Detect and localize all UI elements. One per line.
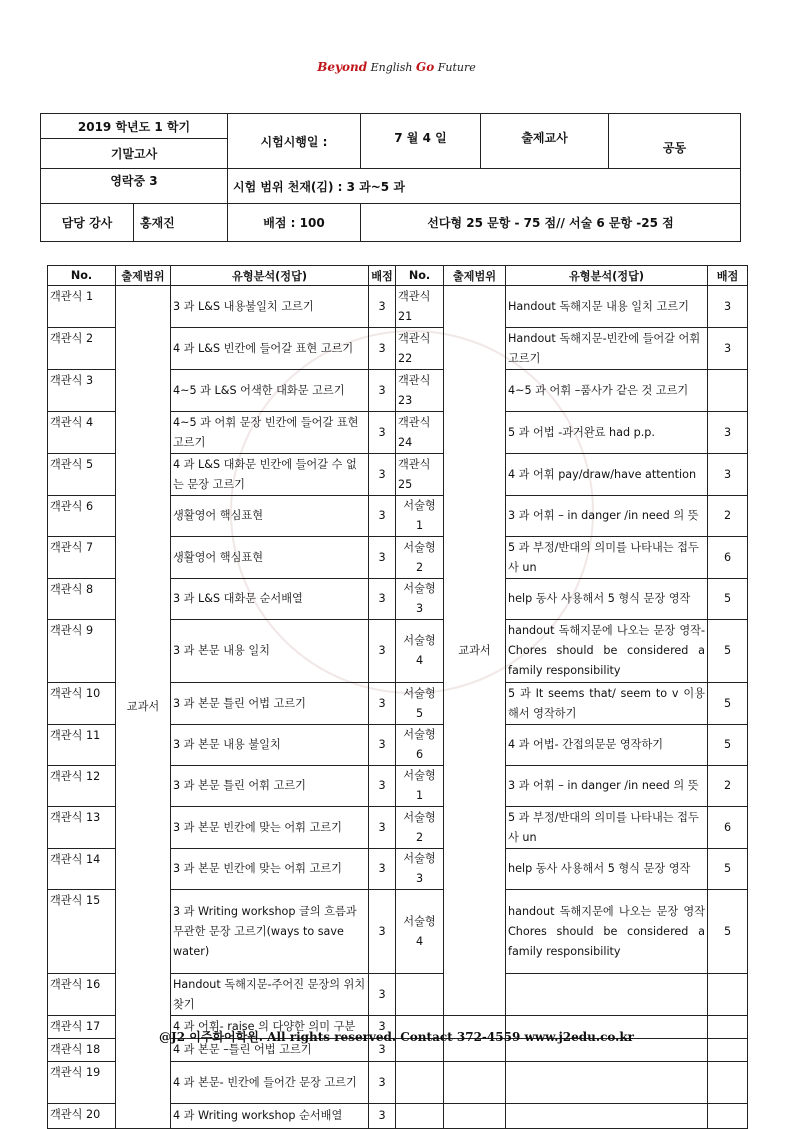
- brand-go: Go: [416, 60, 435, 74]
- school: 영락중 3: [41, 169, 228, 204]
- teacher: 홍재진: [140, 216, 175, 230]
- exam-type: 기말고사: [41, 139, 228, 169]
- table-row: 객관식 11 3 과 본문 내용 불일치 3 서술형 6 4 과 어법- 간접의문문 영작하기 5: [48, 725, 748, 766]
- composition: 선다형 25 문항 - 75 점// 서술 6 문항 -25 점: [361, 204, 741, 242]
- brand-english: English: [370, 61, 413, 74]
- table-row: 객관식 1 교과서 3 과 L&S 내용불일치 고르기 3 객관식 21 교과서 Handout 독해지문 내용 일치 고르기 3: [48, 286, 748, 328]
- exam-info-table: [40, 113, 741, 242]
- col-points-2: 배점: [708, 266, 748, 286]
- brand-beyond: Beyond: [317, 60, 368, 74]
- col-no: No.: [48, 266, 116, 286]
- table-row: 객관식 3 4~5 과 L&S 어색한 대화문 고르기 3 객관식 23 4~5 과 어휘 –품사가 같은 것 고르기: [48, 370, 748, 412]
- brand-future: Future: [437, 61, 476, 74]
- teacher-label: 담당 강사: [41, 204, 134, 241]
- author: 공동: [609, 114, 741, 169]
- brand-tagline: [0, 60, 793, 74]
- year-term: 2019 학년도 1 학기: [41, 114, 228, 139]
- col-type-2: 유형분석(정답): [506, 266, 708, 286]
- table-row: 객관식 6 생활영어 핵심표현 3 서술형 1 3 과 어휘 – in danger /in need 의 뜻 2: [48, 496, 748, 537]
- exam-date: 7 월 4 일: [361, 114, 481, 169]
- col-scope: 출제범위: [116, 266, 171, 286]
- scope-left: 교과서: [116, 286, 171, 1129]
- table-row: 객관식 12 3 과 본문 틀린 어휘 고르기 3 서술형 1 3 과 어휘 – in danger /in need 의 뜻 2: [48, 766, 748, 807]
- table-row: 객관식 19 4 과 본문- 빈칸에 들어간 문장 고르기 3: [48, 1062, 748, 1104]
- table-row: 객관식 2 4 과 L&S 빈칸에 들어갈 표현 고르기 3 객관식 22 Handout 독해지문-빈칸에 들어갈 어휘 고르기 3: [48, 328, 748, 370]
- col-points: 배점: [369, 266, 396, 286]
- exam-date-label: 시험시행일 :: [228, 114, 361, 169]
- table-row: 객관식 18 4 과 본문 –틀린 어법 고르기 3: [48, 1039, 748, 1062]
- footer-copyright: [0, 1028, 793, 1045]
- table-row: 객관식 16 Handout 독해지문-주어진 문장의 위치 찾기 3: [48, 974, 748, 1016]
- table-row: 객관식 14 3 과 본문 빈칸에 맞는 어휘 고르기 3 서술형 3 help 동사 사용해서 5 형식 문장 영작 5: [48, 849, 748, 890]
- footer-academy: 이주화어학원: [189, 1030, 259, 1044]
- table-row: 객관식 15 3 과 Writing workshop 글의 흐름과 무관한 문장 고르기(ways to save water) 3 서술형 4 handout 독해지문에 나오는 문장 영작 Chores should be considered a family responsibility 5: [48, 890, 748, 974]
- table-row: 객관식 10 3 과 본문 틀린 어법 고르기 3 서술형 5 5 과 It seems that/ seem to v 이용해서 영작하기 5: [48, 683, 748, 725]
- footer-prefix: @J2: [159, 1030, 190, 1044]
- exam-range: 시험 범위 천재(김) : 3 과~5 과: [228, 169, 741, 204]
- table-row: 객관식 9 3 과 본문 내용 일치 3 서술형 4 handout 독해지문에 나오는 문장 영작-Chores should be considered a family responsibility 5: [48, 620, 748, 683]
- table-row: 객관식 8 3 과 L&S 대화문 순서배열 3 서술형 3 help 동사 사용해서 5 형식 문장 영작 5: [48, 579, 748, 620]
- table-row: 객관식 5 4 과 L&S 대화문 빈칸에 들어갈 수 없는 문장 고르기 3 객관식 25 4 과 어휘 pay/draw/have attention 3: [48, 454, 748, 496]
- table-row: 객관식 7 생활영어 핵심표현 3 서술형 2 5 과 부정/반대의 의미를 나타내는 접두사 un 6: [48, 537, 748, 579]
- col-scope-2: 출제범위: [444, 266, 506, 286]
- table-row: 객관식 4 4~5 과 어휘 문장 빈칸에 들어갈 표현 고르기 3 객관식 24 5 과 어법 -과거완료 had p.p. 3: [48, 412, 748, 454]
- table-header-row: [48, 266, 748, 286]
- table-row: 객관식 17 4 과 어휘- raise 의 다양한 의미 구분 3: [48, 1016, 748, 1039]
- col-no-2: No.: [396, 266, 444, 286]
- table-row: 객관식 13 3 과 본문 빈칸에 맞는 어휘 고르기 3 서술형 2 5 과 부정/반대의 의미를 나타내는 접두사 un 6: [48, 807, 748, 849]
- author-label: 출제교사: [481, 114, 609, 169]
- col-type: 유형분석(정답): [171, 266, 369, 286]
- table-row: 객관식 20 4 과 Writing workshop 순서배열 3: [48, 1104, 748, 1129]
- total-score: 배점 : 100: [228, 204, 361, 242]
- scope-right: 교과서: [444, 286, 506, 1016]
- footer-rest: . All rights reserved. Contact 372-4559 www.j2edu.co.kr: [258, 1030, 634, 1044]
- analysis-table: [47, 265, 748, 1129]
